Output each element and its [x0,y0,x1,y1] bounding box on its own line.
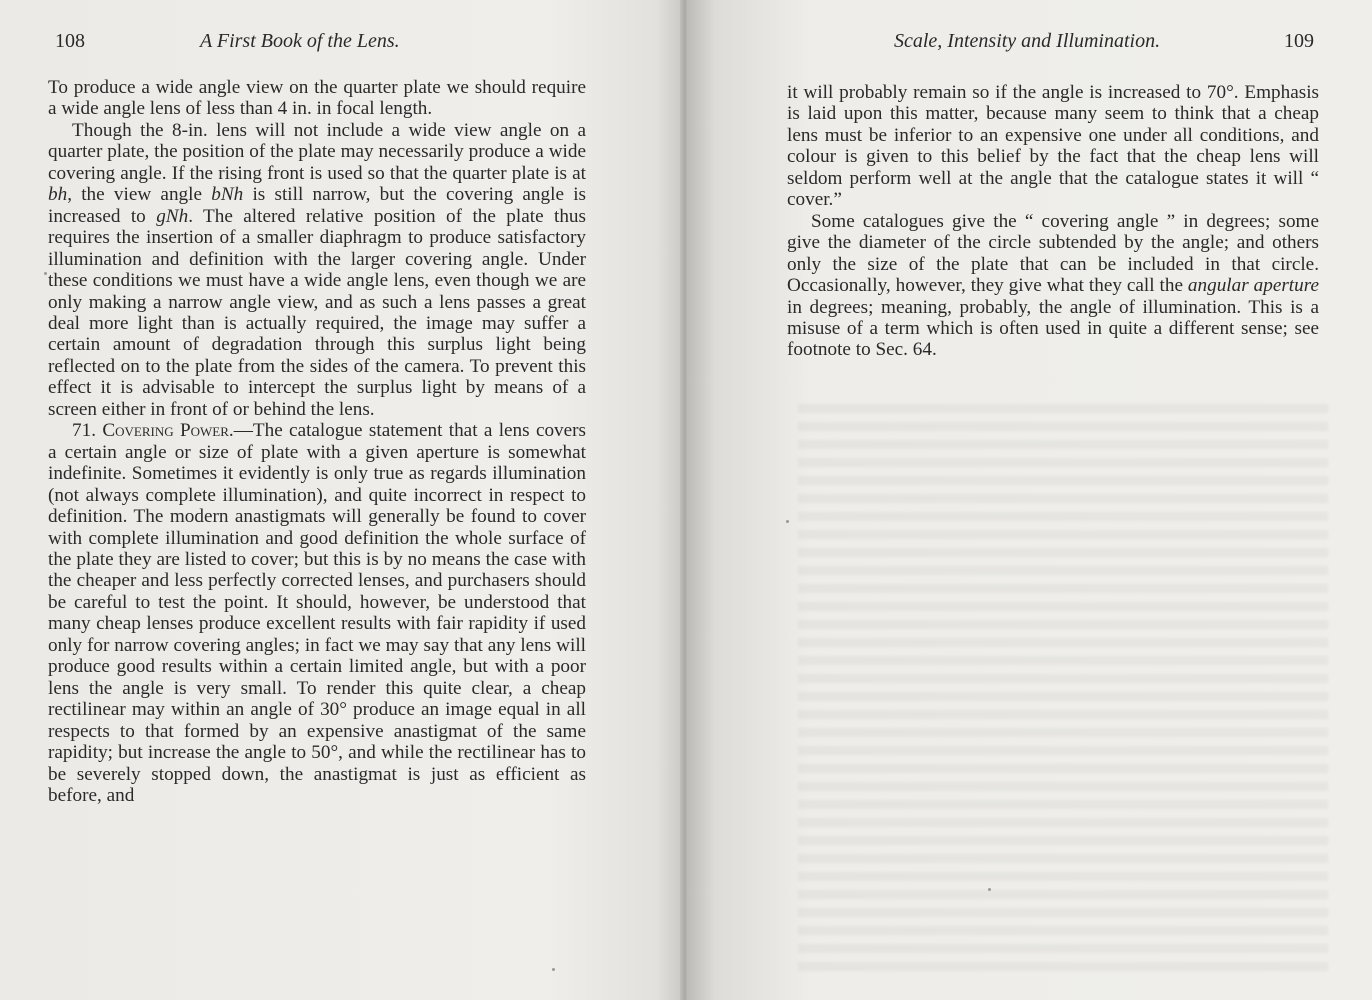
paragraph: To produce a wide angle view on the quarter plate we should require a wide angle lens of less than 4 in. in focal length. [48,77,586,120]
label-gnh: gNh [156,205,189,227]
term-angular-aperture: angular aperture [1187,275,1320,297]
running-head: Scale, Intensity and Illumination. [894,30,1161,52]
paper-speck [552,968,555,971]
section-heading: Covering Power. [102,420,234,442]
section-paragraph: 71. Covering Power.—The catalogue statement that a lens covers a certain angle or size of plate with a given aperture is somewhat indefinite. Sometimes it evidently is only true as regards illumination (not always complete illumination), and quite incorrect in respect to definition. The modern anastigmats will generally be found to cover with complete illumination and good definition the whole surface of the plate they are listed to cover; but this is by no means the case with the cheaper and less perfectly corrected lenses, and purchasers should be careful to test the point. It should, however, be understood that many cheap lenses produce excellent results with fair rapidity if used only for narrow covering angles; in fact we may say that any lens will produce good results within a certain limited angle, but with a poor lens the angle is very small. To render this quite clear, a cheap rectilinear may within an angle of 30° produce an image equal in all respects to that formed by an expensive anastigmat of the same rapidity; but increase the angle to 50°, and while the rectilinear has to be severely stopped down, the anastigmat is just as efficient as before, and [48,420,587,806]
body-text [48,77,586,806]
page-number: 109 [1284,30,1314,52]
paragraph: Some catalogues give the “ covering angle ” in degrees; some give the diameter of the circle subtended by the angle; and others only the size of the plate that can be included in that circle. Occasionally, however, they give what they call the angular aperture in degrees; meaning, probably, the angle of illumination. This is a misuse of a term which is often used in quite a different sense; see footnote to Sec. 64. [787,210,1320,361]
show-through [798,395,1328,975]
section-number: 71. [72,420,96,442]
left-page [0,0,684,1000]
paragraph: Though the 8-in. lens will not include a wide view angle on a quarter plate, the position of the plate may necessarily produce a wide covering angle. If the rising front is used so that the quarter plate is at bh, the view angle bNh is still narrow, but the covering angle is increased to gNh. The altered relative position of the plate thus requires the insertion of a smaller diaphragm to produce satisfactory illumination and definition with the larger covering angle. Under these conditions we must have a wide angle lens, even though we are only making a narrow angle view, and as such a lens passes a great deal more light than is actually required, the image may suffer a certain amount of degradation through this surplus light being reflected on to the plate from the sides of the camera. To prevent this effect it is advisable to intercept the surplus light by means of a screen either in front of or behind the lens. [48,119,586,420]
label-bh: bh [48,184,68,206]
right-page [688,0,1372,1000]
paper-speck [988,888,991,891]
running-head: A First Book of the Lens. [200,30,400,52]
paper-speck [44,272,47,275]
label-bnh: bNh [211,184,244,206]
page-number: 108 [55,30,85,52]
paragraph: it will probably remain so if the angle is increased to 70°. Emphasis is laid upon this matter, because many seem to think that a cheap lens must be inferior to an expensive one under all conditions, and colour is given to this belief by the fact that the cheap lens will seldom perform well at the angle that the catalogue states it will “ cover.” [787,82,1319,211]
body-text [787,82,1319,361]
paper-speck [786,520,789,523]
